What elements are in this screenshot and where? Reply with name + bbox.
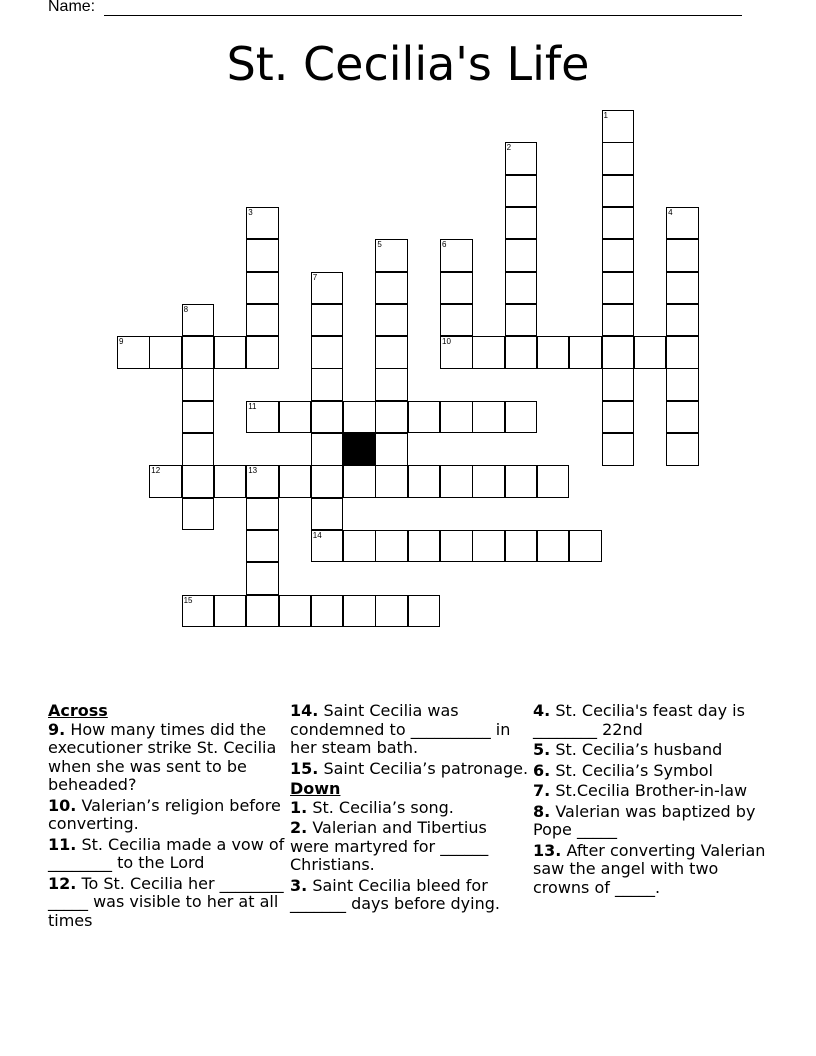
clue-across-9: 9. How many times did the executioner strike St. Cecilia when she was sent to be beheaded?	[48, 719, 277, 794]
crossword-cell[interactable]	[505, 401, 538, 434]
crossword-cell[interactable]	[505, 336, 538, 369]
crossword-cell[interactable]	[311, 595, 344, 628]
clue-number-label: 1	[603, 111, 608, 120]
clue-across-14: 14. Saint Cecilia was condemned to __________ in her steam bath.	[290, 701, 511, 757]
crossword-cell[interactable]	[375, 465, 408, 498]
crossword-cell[interactable]	[246, 530, 279, 563]
crossword-cell[interactable]	[666, 304, 699, 337]
crossword-cell[interactable]	[472, 336, 505, 369]
clue-number-label: 3	[248, 207, 253, 217]
crossword-cell[interactable]	[408, 595, 441, 628]
crossword-cell[interactable]	[505, 272, 538, 305]
crossword-cell[interactable]	[666, 272, 699, 305]
clue-across-11: 11. St. Cecilia made a vow of ________ to the Lord	[48, 834, 285, 872]
crossword-cell[interactable]	[375, 595, 408, 628]
page-title: St. Cecilia's Life	[226, 37, 590, 91]
crossword-cell[interactable]	[440, 272, 473, 305]
crossword-cell[interactable]	[472, 465, 505, 498]
clue-number-label: 15	[183, 595, 193, 605]
crossword-cell[interactable]	[505, 304, 538, 337]
crossword-cell[interactable]	[375, 304, 408, 337]
crossword-cell[interactable]	[311, 368, 344, 401]
crossword-cell[interactable]	[537, 336, 570, 369]
crossword-cell[interactable]	[182, 401, 215, 434]
crossword-cell[interactable]	[602, 175, 635, 208]
crossword-cell[interactable]	[311, 498, 344, 531]
crossword-cell[interactable]	[505, 175, 538, 208]
crossword-cell[interactable]	[375, 530, 408, 563]
clues-column-1	[48, 702, 288, 932]
crossword-cell[interactable]	[602, 433, 635, 466]
clue-down-1: 1. St. Cecilia’s song.	[290, 797, 454, 817]
clue-down-6: 6. St. Cecilia’s Symbol	[533, 760, 713, 780]
crossword-cell[interactable]	[149, 336, 182, 369]
crossword-cell[interactable]	[246, 595, 279, 628]
clue-down-13: 13. After converting Valerian saw the angel with two crowns of _____.	[533, 840, 766, 897]
crossword-cell[interactable]	[375, 433, 408, 466]
clue-down-5: 5. St. Cecilia’s husband	[533, 740, 723, 759]
clue-number-label: 13	[248, 466, 258, 476]
crossword-cell[interactable]	[182, 336, 215, 369]
crossword-cell[interactable]	[602, 401, 635, 434]
clue-number-label: 11	[248, 401, 257, 411]
crossword-cell[interactable]	[440, 304, 473, 337]
crossword-cell[interactable]	[311, 401, 344, 434]
clue-across-15: 15. Saint Cecilia’s patronage.	[290, 758, 529, 778]
clue-number-label: 12	[151, 466, 161, 476]
clue-number-label: 7	[312, 272, 318, 282]
clue-number-label: 2	[506, 143, 512, 153]
crossword-cell[interactable]	[602, 272, 635, 305]
clue-number-label: 14	[312, 530, 322, 540]
clue-number-label: 9	[119, 337, 124, 347]
clue-number-label: 4	[668, 207, 673, 217]
crossword-cell[interactable]	[408, 530, 441, 563]
crossword-cell[interactable]	[246, 336, 279, 369]
blocked-cell	[343, 433, 376, 466]
clue-across-12: 12. To St. Cecilia her ________ _____ was visible to her at all times	[48, 873, 284, 930]
crossword-cell[interactable]	[343, 595, 376, 628]
crossword-cell[interactable]	[472, 530, 505, 563]
crossword-cell[interactable]	[375, 368, 408, 401]
clue-number-label: 10	[442, 337, 451, 347]
crossword-cell[interactable]	[602, 304, 635, 337]
crossword-cell[interactable]	[602, 207, 635, 240]
crossword-cell[interactable]	[182, 498, 215, 531]
crossword-cell[interactable]	[537, 465, 570, 498]
crossword-cell[interactable]	[246, 272, 279, 305]
crossword-cell[interactable]	[279, 465, 312, 498]
crossword-cell[interactable]	[311, 336, 344, 369]
clues-column-3	[533, 702, 773, 899]
crossword-cell[interactable]	[666, 336, 699, 369]
crossword-cell[interactable]	[666, 239, 699, 272]
crossword-cell[interactable]	[311, 304, 344, 337]
crossword-cell[interactable]	[505, 530, 538, 563]
crossword-cell[interactable]	[666, 433, 699, 466]
crossword-cell[interactable]	[602, 239, 635, 272]
crossword-cell[interactable]	[214, 465, 247, 498]
crossword-cell[interactable]	[311, 465, 344, 498]
name-label: Name:	[48, 0, 96, 15]
crossword-cell[interactable]	[505, 465, 538, 498]
clue-number-label: 5	[377, 240, 382, 250]
crossword-cell[interactable]	[472, 401, 505, 434]
crossword-cell[interactable]	[375, 272, 408, 305]
clue-down-2: 2. Valerian and Tibertius were martyred for ______ Christians.	[290, 818, 489, 874]
crossword-cell[interactable]	[343, 465, 376, 498]
crossword-cell[interactable]	[666, 401, 699, 434]
crossword-cell[interactable]	[343, 530, 376, 563]
crossword-cell[interactable]	[246, 304, 279, 337]
crossword-cell[interactable]	[505, 239, 538, 272]
crossword-cell[interactable]	[214, 595, 247, 628]
crossword-cell[interactable]	[602, 368, 635, 401]
crossword-cell[interactable]	[182, 368, 215, 401]
crossword-cell[interactable]	[440, 465, 473, 498]
clue-down-7: 7. St.Cecilia Brother-in-law	[533, 781, 748, 800]
crossword-cell[interactable]	[440, 530, 473, 563]
crossword-cell[interactable]	[246, 498, 279, 531]
crossword-cell[interactable]	[343, 401, 376, 434]
crossword-cell[interactable]	[375, 401, 408, 434]
crossword-cell[interactable]	[602, 336, 635, 369]
crossword-cell[interactable]	[375, 336, 408, 369]
crossword-cell[interactable]	[214, 336, 247, 369]
clue-down-4: 4. St. Cecilia's feast day is ________ 22nd	[533, 701, 745, 739]
crossword-cell[interactable]	[182, 465, 215, 498]
crossword-cell[interactable]	[246, 239, 279, 272]
clue-down-8: 8. Valerian was baptized by Pope _____	[533, 801, 756, 839]
down-heading: Down	[290, 779, 341, 798]
crossword-cell[interactable]	[408, 465, 441, 498]
crossword-cell[interactable]	[634, 336, 667, 369]
crossword-cell[interactable]	[602, 142, 635, 175]
crossword-cell[interactable]	[505, 207, 538, 240]
crossword-cell[interactable]	[279, 595, 312, 628]
crossword-cell[interactable]	[311, 433, 344, 466]
crossword-cell[interactable]	[182, 433, 215, 466]
clue-number-label: 6	[442, 240, 447, 250]
crossword-cell[interactable]	[569, 530, 602, 563]
clues-column-2	[290, 702, 530, 916]
across-heading: Across	[48, 701, 108, 720]
crossword-cell[interactable]	[408, 401, 441, 434]
crossword-cell[interactable]	[569, 336, 602, 369]
crossword-cell[interactable]	[666, 368, 699, 401]
clue-across-10: 10. Valerian’s religion before converting.	[48, 795, 281, 833]
crossword-cell[interactable]	[440, 401, 473, 434]
clue-down-3: 3. Saint Cecilia bleed for _______ days before dying.	[290, 875, 500, 913]
crossword-cell[interactable]	[246, 562, 279, 595]
crossword-cell[interactable]	[279, 401, 312, 434]
crossword-cell[interactable]	[537, 530, 570, 563]
clue-number-label: 8	[183, 304, 189, 314]
